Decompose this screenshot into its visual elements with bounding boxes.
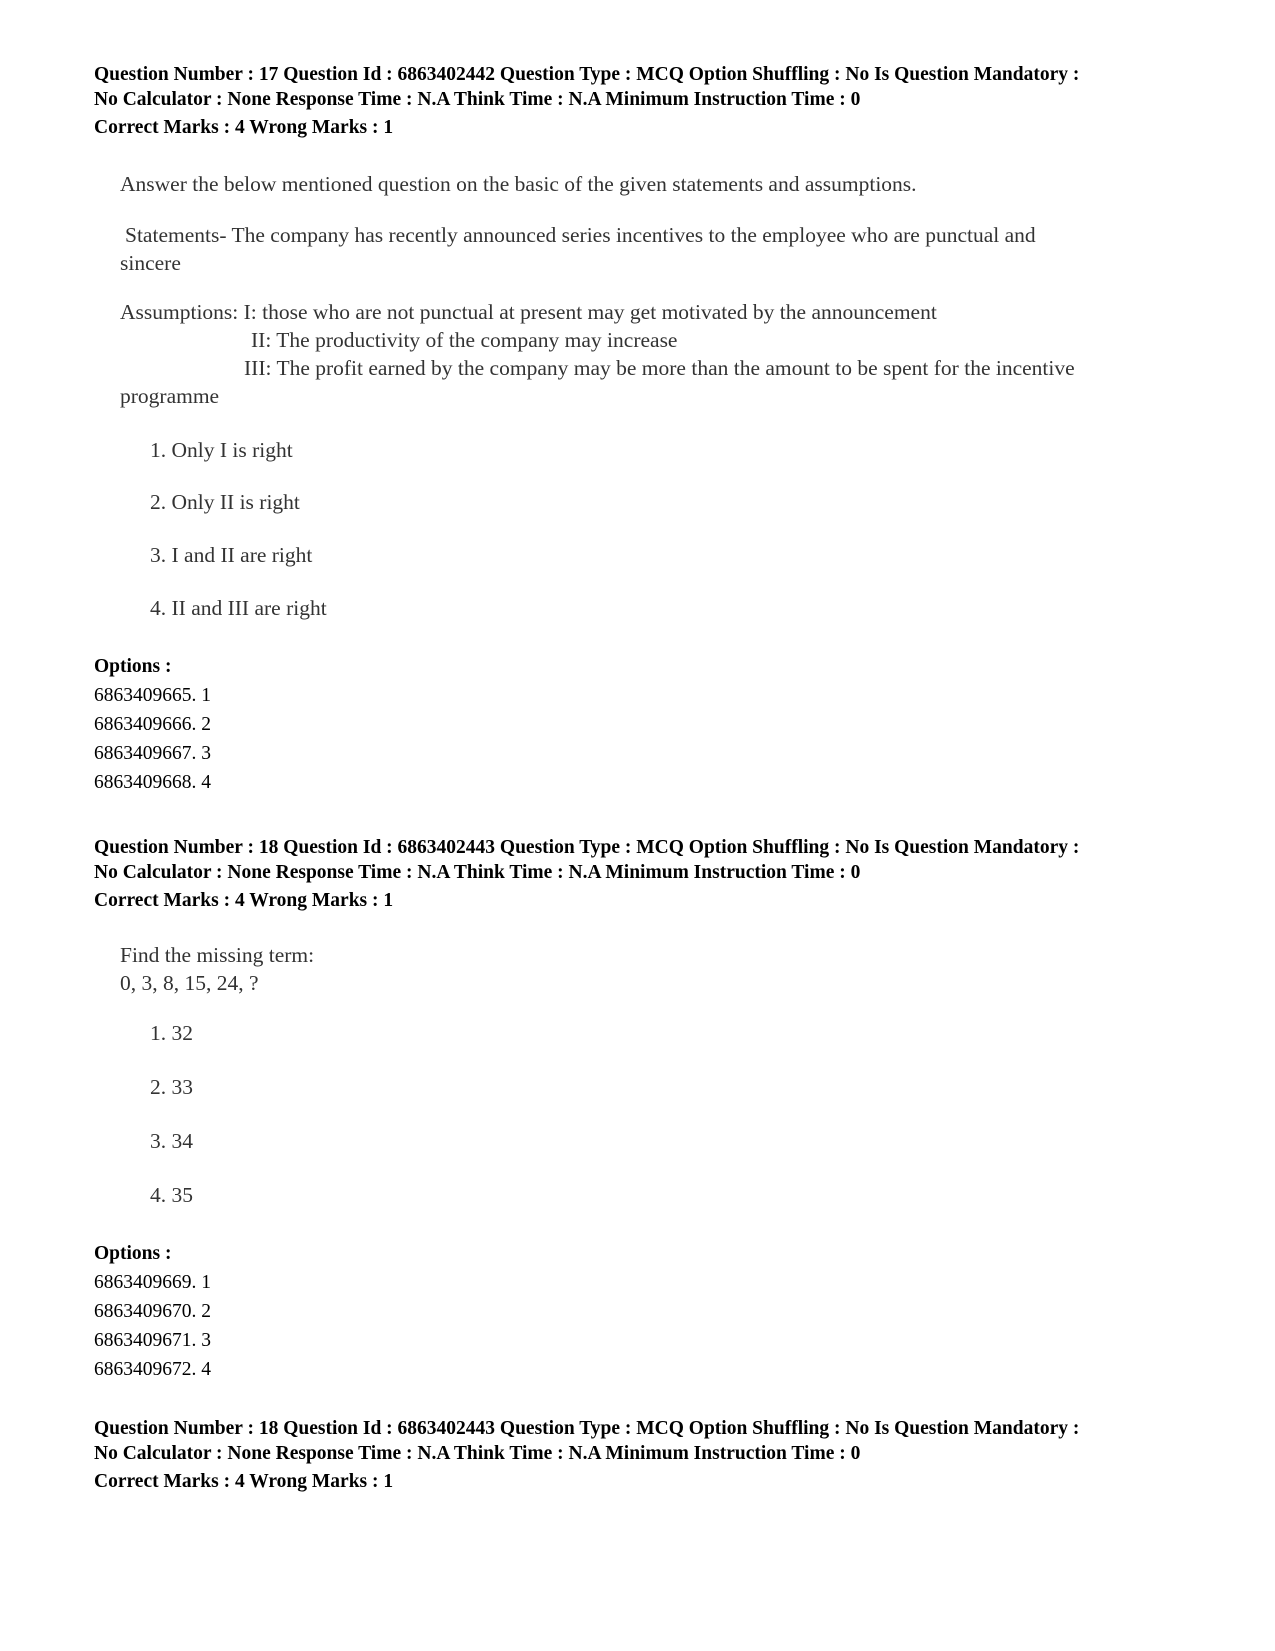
option-item: 6863409670. 2 [94,1301,211,1322]
statement-line: Statements- The company has recently announced series incentives to the employee who are punctual and [125,223,1036,247]
option-item: 6863409669. 1 [94,1272,211,1293]
option-item: 6863409667. 3 [94,743,211,764]
options-list [94,652,211,797]
marks-line: Correct Marks : 4 Wrong Marks : 1 [94,117,394,138]
prompt-line: Find the missing term: [120,943,315,967]
answer-choice: 1. Only I is right [150,438,293,462]
marks-line: Correct Marks : 4 Wrong Marks : 1 [94,1471,394,1492]
marks-line: Correct Marks : 4 Wrong Marks : 1 [94,890,394,911]
option-item: 6863409668. 4 [94,772,211,793]
question-header [94,1417,1204,1495]
question-header [94,63,1204,141]
options-list [94,1239,211,1384]
question-meta-line: Question Number : 18 Question Id : 6863402443 Question Type : MCQ Option Shuffling : No Is Question Mandatory : [94,837,1080,858]
question-meta-line: No Calculator : None Response Time : N.A Think Time : N.A Minimum Instruction Time : 0 [94,1442,861,1464]
prompt-line: 0, 3, 8, 15, 24, ? [120,971,259,995]
options-heading: Options : [94,656,172,677]
question-instruction: Answer the below mentioned question on the basic of the given statements and assumptions. [120,172,917,196]
assumption-line: III: The profit earned by the company may be more than the amount to be spent for the incentive [244,356,1075,380]
question-statement [120,221,1036,277]
answer-choice: 2. 33 [150,1075,193,1099]
assumption-line: II: The productivity of the company may increase [251,328,678,352]
options-heading: Options : [94,1243,172,1264]
question-meta-line: Question Number : 18 Question Id : 6863402443 Question Type : MCQ Option Shuffling : No Is Question Mandatory : [94,1418,1080,1439]
answer-choice: 3. 34 [150,1129,193,1153]
question-meta-line: Question Number : 17 Question Id : 6863402442 Question Type : MCQ Option Shuffling : No Is Question Mandatory : [94,64,1080,85]
answer-choice: 3. I and II are right [150,543,313,567]
statement-line: sincere [120,251,181,275]
assumption-line: programme [120,384,220,408]
question-prompt [120,941,314,997]
option-item: 6863409665. 1 [94,685,211,706]
option-item: 6863409671. 3 [94,1330,211,1351]
option-item: 6863409672. 4 [94,1359,211,1380]
answer-choice: 2. Only II is right [150,490,300,514]
answer-choice: 4. 35 [150,1183,193,1207]
question-meta-line: No Calculator : None Response Time : N.A Think Time : N.A Minimum Instruction Time : 0 [94,861,861,883]
option-item: 6863409666. 2 [94,714,211,735]
assumption-line: Assumptions: I: those who are not punctual at present may get motivated by the announcement [120,300,937,324]
question-header [94,836,1204,914]
question-assumptions [120,298,1075,410]
question-meta-line: No Calculator : None Response Time : N.A Think Time : N.A Minimum Instruction Time : 0 [94,88,861,110]
answer-choice: 4. II and III are right [150,596,327,620]
answer-choice: 1. 32 [150,1021,193,1045]
